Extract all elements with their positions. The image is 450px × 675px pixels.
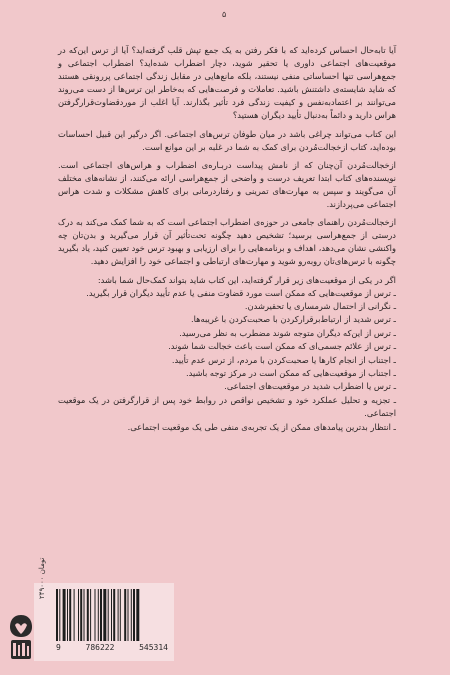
list-item: ـ اجتناب از موقعیت‌هایی که ممکن است در مرکز توجه باشید. <box>185 368 396 379</box>
publisher-logo <box>8 613 34 661</box>
barcode-block <box>34 557 174 661</box>
list-item: ـ ترس شدید از ارتباط‌برقرارکردن با صحبت‌کردن با غریبه‌ها. <box>191 314 396 325</box>
paragraph-intro: آیا تابه‌حال احساس کرده‌اید که با فکر رفتن به یک جمع تپش قلب گرفته‌اید؟ آیا از ترس این‌که در موقعیت‌های اجتماعی داوری یا تحقیر شوید، دچار اضطراب شده‌اید؟ اضطراب اجتماعی و جمع‌هراسی تنها احساساتی منفی نیستند، بلکه مانع‌هایی در مقابل زندگی اجتماعی پررونقی هستند که شاید شایسته‌ی داشتنش باشید. تعاملات و فرصت‌هایی که به‌خاطر این ترس‌ها از دست می‌روند می‌توانند بر اعتمادبه‌نفس و کیفیت زندگی فرد تأثیر بگذارند. آیا اغلب از موردقضاوت‌قرارگرفتن هراس دارید و دائماً به‌دنبال تأیید دیگران هستید؟ <box>58 45 396 121</box>
list-item: ـ اجتناب از انجام کارها یا صحبت‌کردن با مردم، از ترس عدم تأیید. <box>171 354 396 365</box>
list-item: ـ ترس از موقعیت‌هایی که ممکن است مورد قضاوت منفی یا عدم تأیید دیگران قرار بگیرید. <box>86 287 396 298</box>
paragraph-comprehensive-guide: ازخجالت‌مُردن راهنمای جامعی در حوزه‌ی اضطراب اجتماعی است که به شما کمک می‌کند به درک درستی از جمع‌هراسی برسید؛ تشخیص دهید چگونه تحت‌تأثیر آن قرار می‌گیرید و بدن‌تان چه واکنشی نشان می‌دهد، اهداف و برنامه‌هایی را برای ارزیابی و بهبود ترس خود تعیین کنید، یاد بگیرید چگونه با ترس‌های‌تان روبه‌رو شوید و مهارت‌های ارتباطی و اجتماعی خود را افزایش دهید. <box>58 217 396 267</box>
list-item: ـ نگرانی از احتمال شرمساری یا تحقیرشدن. <box>244 301 396 311</box>
top-ornament: ۵ <box>222 10 227 19</box>
barcode-digits <box>56 643 168 652</box>
milkan-logo-icon <box>8 613 34 661</box>
list-item: ـ ترس از علائم جسمی‌ای که ممکن است باعث خجالت شما شوند. <box>168 341 396 352</box>
barcode-digit-prefix: 9 <box>56 643 61 652</box>
paragraph-book-light: این کتاب می‌تواند چراغی باشد در میان طوفان ترس‌های اجتماعی. اگر درگیر این قبیل احساسات بوده‌اید، کتاب ازخجالت‌مُردن برای کمک به شما در غلبه بر این موانع است. <box>58 128 396 152</box>
list-item: ـ تجزیه و تحلیل عملکرد خود و تشخیص نواقص در روابط خود پس از قرارگرفتن در یک موقعیت اجتماعی. <box>58 394 396 419</box>
barcode-digit-group-left: 786222 <box>85 643 115 652</box>
back-cover-text <box>58 44 396 434</box>
paragraph-situations-intro: اگر در یکی از موقعیت‌های زیر قرار گرفته‌اید، این کتاب شاید بتواند کمک‌حال شما باشد: <box>97 274 396 285</box>
barcode-digit-group-right: 545314 <box>139 643 168 652</box>
price-label: ۲۴۹۰۰۰ تومان <box>38 557 46 599</box>
situations-list <box>58 287 396 434</box>
list-item: ـ ترس یا اضطراب شدید در موقعیت‌های اجتماعی. <box>224 381 396 392</box>
paragraph-about-book: ازخجالت‌مُردن آن‌چنان که از نامش پیداست دربـاره‌ی اضطراب و هراس‌های اجتماعی است. نویسنده‌های کتاب ابتدا تعریف درست و واضحی از جمع‌هراسی ارائه می‌کنند، از نشانه‌های مختلف آن می‌گویند و سپس به مهارت‌های تمرینی و رفتاردرمانی برای کاهش مشکلات و شدت هراس اجتماعی می‌پردازند. <box>58 159 396 210</box>
list-item: ـ ترس از این‌که دیگران متوجه شوند مضطرب به نظر می‌رسید. <box>179 327 396 338</box>
barcode-bars <box>56 589 168 641</box>
list-item: ـ انتظار بدترین پیامدهای ممکن از یک تجربه‌ی منفی طی یک موقعیت اجتماعی. <box>127 421 396 432</box>
